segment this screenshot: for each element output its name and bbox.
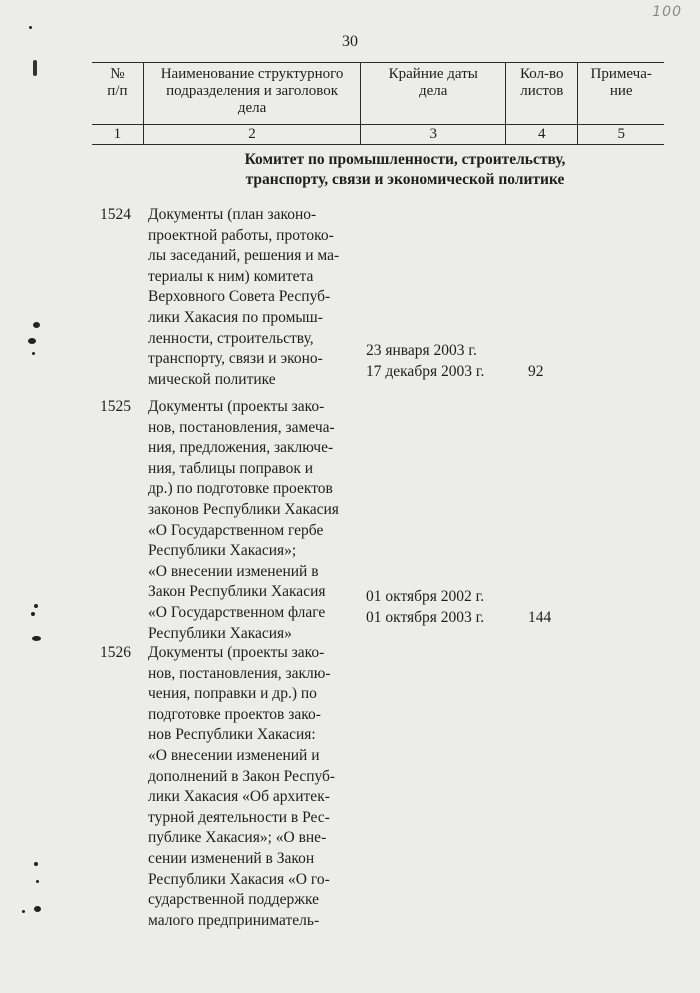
entry-title-line: мической политике [148, 370, 276, 388]
entry-title-line: Республики Хакасия «О го- [148, 870, 330, 888]
entry-title-line: териалы к ним) комитета [148, 267, 314, 285]
entry-title-line: нов Республики Хакасия: [148, 726, 316, 744]
section-title-line: транспорту, связи и экономической политике [245, 171, 565, 188]
header-col-notes-line: ние [609, 83, 633, 99]
entry-title-line: ленности, строительству, [148, 329, 314, 347]
header-col-title-line: Наименование структурного [160, 66, 344, 82]
entry-title-line: лики Хакасия «Об архитек- [148, 788, 330, 806]
header-col-dates-line: Крайние даты [388, 66, 478, 82]
entry-title-line: «О внесении изменений и [148, 746, 320, 764]
entry-date-start: 23 января 2003 г. [366, 342, 477, 359]
header-col-title-line: дела [237, 100, 267, 116]
inventory-table-header [92, 62, 664, 145]
header-col-title-line: подразделения и заголовок [166, 83, 338, 99]
entry-title-line: «О Государственном гербе [148, 521, 324, 539]
entry-title-line: подготовке проектов зако- [148, 705, 321, 723]
section-title-line: Комитет по промышленности, строительству, [244, 151, 566, 168]
header-row [92, 63, 664, 125]
entry-title-line: «О Государственном флаге [148, 603, 326, 621]
column-number-row [92, 125, 664, 145]
entry-title-line: Документы (проекты зако- [148, 398, 325, 415]
entry-title-line: «О внесении изменений в [148, 562, 319, 580]
entry-title-line: транспорту, связи и эконо- [148, 350, 323, 368]
entry-title [148, 397, 360, 644]
scan-speck [32, 636, 41, 641]
entry-title-line: турной деятельности в Рес- [148, 808, 330, 826]
entry-title-line: сударственной поддержке [148, 891, 319, 909]
entry-title-line: ния, таблицы поправок и [148, 459, 314, 477]
entry-title-line: Документы (план законо- [148, 206, 317, 223]
scan-speck [36, 880, 39, 883]
entry-date-end: 17 декабря 2003 г. [366, 362, 485, 380]
entry-title-line: Республики Хакасия» [148, 624, 292, 642]
entry-title-line: дополнений в Закон Респуб- [148, 767, 336, 785]
entry-title-line: законов Республики Хакасия [148, 500, 339, 518]
entry-number: 1526 [100, 644, 131, 661]
header-col-number-line: п/п [107, 83, 128, 99]
entry-title-line: чения, поправки и др.) по [148, 685, 317, 703]
scan-speck [32, 352, 35, 355]
entry-title-line: ния, предложения, заключе- [148, 439, 334, 457]
header-col-number [92, 63, 143, 125]
entry-title-line: др.) по подготовке проектов [148, 480, 333, 498]
entry-dates [366, 341, 516, 382]
entry-title-line: проектной работы, протоко- [148, 226, 334, 244]
entry-date-start: 01 октября 2002 г. [366, 588, 485, 605]
scan-speck [33, 60, 37, 76]
entry-title-line: Верховного Совета Респуб- [148, 288, 331, 306]
header-col-sheets-line: Кол-во [520, 66, 564, 82]
scan-speck [33, 322, 40, 328]
header-col-dates-line: дела [419, 83, 448, 99]
scan-speck [34, 604, 38, 608]
scan-speck [34, 906, 41, 912]
entry-title-line: лики Хакасия по промыш- [148, 308, 323, 326]
archive-sheet-mark: 100 [652, 4, 682, 20]
entry-number: 1524 [100, 206, 131, 223]
entry-title [148, 205, 360, 390]
entry-number: 1525 [100, 398, 131, 415]
scan-speck [34, 862, 38, 866]
header-col-notes-line: Примеча- [590, 66, 652, 82]
entry-title-line: нов, постановления, заклю- [148, 664, 331, 682]
section-title [210, 150, 600, 190]
entry-title-line: Республики Хакасия»; [148, 542, 297, 560]
entry-title-line: малого предприниматель- [148, 911, 320, 929]
entry-title-line: лы заседаний, решения и ма- [148, 247, 340, 265]
entry-dates [366, 587, 516, 628]
entry-title-line: нов, постановления, замеча- [148, 418, 335, 436]
entry-title-line: сении изменений в Закон [148, 849, 315, 867]
header-col-sheets-line: листов [520, 83, 564, 99]
entry-date-end: 01 октября 2003 г. [366, 608, 485, 626]
scan-speck [31, 612, 35, 616]
scan-speck [22, 910, 25, 913]
header-col-dates [361, 63, 506, 125]
scan-speck [29, 26, 32, 29]
entry-title [148, 643, 360, 931]
column-number: 4 [506, 125, 578, 145]
column-number: 1 [92, 125, 143, 145]
header-col-number-line: № [110, 66, 125, 82]
page-number: 30 [342, 33, 358, 50]
column-number: 2 [143, 125, 360, 145]
entry-title-line: публике Хакасия»; «О вне- [148, 829, 327, 847]
header-col-title [143, 63, 360, 125]
entry-title-line: Закон Республики Хакасия [148, 583, 326, 601]
header-col-sheets [506, 63, 578, 125]
entry-title-line: Документы (проекты зако- [148, 644, 325, 661]
column-number: 5 [578, 125, 664, 145]
header-col-notes [578, 63, 664, 125]
scan-speck [28, 338, 36, 344]
entry-sheet-count: 92 [528, 363, 544, 380]
column-number: 3 [361, 125, 506, 145]
entry-sheet-count: 144 [528, 609, 552, 626]
